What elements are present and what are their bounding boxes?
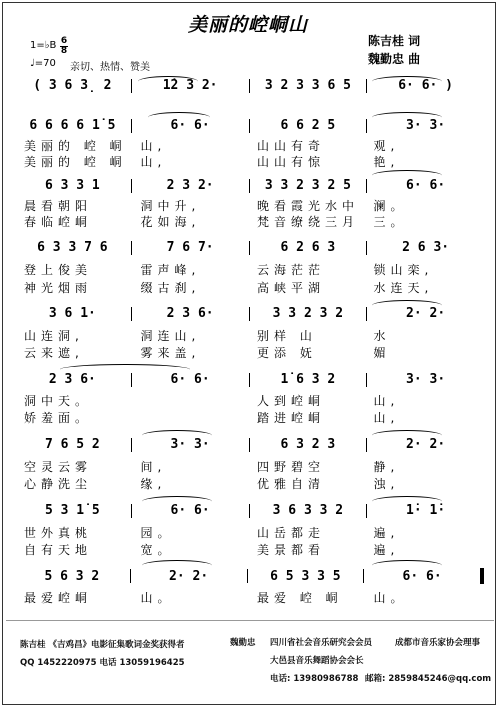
measure: 3· 3· [406, 118, 446, 133]
lyric-measure: 美景都看 [257, 543, 326, 557]
lyric-line [18, 213, 484, 230]
key-signature: 1=♭B [30, 40, 57, 51]
lyric-measure: 山, [140, 139, 167, 153]
lyric-measure: 美丽的 崆 峒 [24, 155, 127, 169]
slur [372, 76, 442, 87]
lyric-measure: 登上俊美 [24, 263, 93, 277]
lyric-measure: 遍, [373, 543, 400, 557]
lyric-measure: 心静洗尘 [24, 477, 93, 491]
lyric-measure: 山岳都走 [257, 526, 326, 540]
measure: 6 6 2 5 [280, 118, 336, 133]
lyric-measure: 山连洞, [24, 329, 84, 343]
lyric-measure: 梵音缭绕三月 [257, 215, 360, 229]
measure: 6· 6· ) [398, 78, 454, 93]
lyric-measure: 踏进崆峒 [257, 411, 326, 425]
slur [372, 496, 442, 507]
footer-composer-role2: 成都市音乐家协会理事 [395, 638, 481, 648]
measure: 3 2 3 3 6 5 [264, 78, 351, 93]
lyric-measure: 水 [373, 329, 391, 343]
footer-phone: 电话: 13980986788 [270, 674, 359, 684]
lyric-measure: 山山有惊 [257, 155, 326, 169]
measure: 3 6 3 3 2 [272, 503, 344, 518]
lyric-line [18, 589, 484, 606]
measure: 6· 6· [170, 503, 210, 518]
measure: 2 3 2· [166, 178, 214, 193]
time-signature [60, 37, 68, 56]
lyric-measure: 锁山栾, [373, 263, 434, 277]
song-title: 美丽的崆峒山 [188, 14, 309, 36]
slur [372, 430, 442, 441]
lyric-line [18, 344, 484, 361]
lyric-line [18, 541, 484, 558]
lyric-measure: 山, [373, 394, 400, 408]
slur [142, 430, 212, 441]
lyric-measure: 间, [140, 460, 167, 474]
lyric-measure: 空灵云雾 [24, 460, 93, 474]
lyric-measure: 优雅自清 [257, 477, 326, 491]
lyric-measure: 更添 妩 [257, 346, 317, 360]
measure: 3 3 2 3 2 [272, 306, 344, 321]
lyric-line [18, 392, 484, 409]
slur [372, 560, 442, 571]
lyric-measure: 最爱崆峒 [24, 591, 93, 605]
lyric-measure: 山, [140, 155, 167, 169]
lyric-measure [135, 392, 252, 409]
slur [372, 112, 442, 123]
slur [372, 170, 442, 181]
measure: ( 3 6 3̣ 2 [33, 78, 112, 93]
measure: 2· 2· [169, 568, 209, 584]
footer-lyricist-info: 陈吉桂 《吉鸡昌》电影征集歌词金奖获得者 [20, 640, 185, 650]
measure: 2· 2· [406, 306, 446, 321]
lyric-measure: 澜。 [373, 199, 408, 213]
slur [142, 496, 212, 507]
measure: 3 3 2 3 2 5 [264, 178, 351, 193]
lyric-measure: 云海茫茫 [257, 263, 326, 277]
lyric-measure: 山。 [140, 591, 175, 605]
lyric-measure: 媚 [373, 346, 391, 360]
lyric-measure: 山山有奇 [257, 139, 326, 153]
footer-composer-name: 魏勤忠 [230, 638, 256, 648]
measure: 6 3 3 1 [44, 178, 100, 193]
measure: 2· 2· [406, 437, 446, 452]
measure: 7 6 5 2 [44, 437, 100, 452]
lyric-measure: 人到崆峒 [257, 394, 326, 408]
lyric-line [18, 137, 484, 154]
lyric-measure: 四野碧空 [257, 460, 326, 474]
lyric-line [18, 458, 484, 475]
lyric-line [18, 475, 484, 492]
lyric-measure: 美丽的 崆 峒 [24, 139, 127, 153]
lyric-measure: 园。 [140, 526, 175, 540]
lyric-measure: 洞中升, [140, 199, 201, 213]
measure: 1̇· 1̇· [406, 503, 446, 518]
slur [138, 76, 198, 87]
lyric-measure: 静, [373, 460, 400, 474]
lyric-line [18, 409, 484, 426]
composer-credit: 魏勤忠 曲 [368, 52, 421, 66]
lyric-line [18, 524, 484, 541]
slur [60, 364, 190, 375]
measure: 2 3 6· [48, 372, 96, 387]
notation-line [14, 240, 484, 255]
lyric-measure: 最爱 崆 峒 [257, 591, 343, 605]
measure: 2 3 6· [166, 306, 214, 321]
lyric-measure: 洞连山, [140, 329, 201, 343]
measure: 6· 6· [402, 568, 442, 584]
measure: 5 6 3 2 [44, 568, 100, 584]
measure: 1̇ 6 3 2 [280, 372, 336, 387]
measure: 1̇2 3 2· [162, 78, 218, 93]
lyric-measure: 高峡平湖 [257, 281, 326, 295]
tempo-marking: ♩=70 [30, 58, 56, 69]
measure: 6 3 3 7 6 [37, 240, 108, 255]
measure: 6 3 2 3 [280, 437, 336, 452]
lyric-measure: 缘, [140, 477, 167, 491]
lyric-measure: 观, [373, 139, 400, 153]
lyric-measure: 缀古刹, [140, 281, 201, 295]
measure: 6 5 3 3 5 [270, 568, 341, 584]
lyric-measure [135, 409, 252, 426]
footer-composer-role3: 大邑县音乐舞蹈协会会长 [270, 656, 364, 666]
time-signature-top: 6 [60, 36, 68, 46]
lyric-line [18, 279, 484, 296]
lyric-measure: 山。 [373, 591, 408, 605]
measure: 6 6 6 6 1̇ 5 [29, 118, 116, 133]
slur [142, 560, 212, 571]
lyric-measure: 艳, [373, 155, 400, 169]
measure: 6· 6· [170, 372, 210, 387]
measure: 3· 3· [170, 437, 210, 452]
lyric-measure: 雾来盖, [140, 346, 201, 360]
lyric-line [18, 261, 484, 278]
lyric-measure: 晚看霞光水中 [257, 199, 360, 213]
lyric-measure: 别样 山 [257, 329, 317, 343]
lyric-measure: 洞中天。 [24, 394, 93, 408]
lyric-measure: 浊, [373, 477, 400, 491]
lyric-measure: 娇羞面。 [24, 411, 93, 425]
footer-lyricist-contact: QQ 1452220975 电话 13059196425 [20, 658, 185, 668]
lyric-measure: 三。 [373, 215, 408, 229]
lyric-measure: 自有天地 [24, 543, 93, 557]
slur [372, 300, 442, 311]
lyric-measure: 花如海, [140, 215, 201, 229]
lyric-line [18, 327, 484, 344]
measure: 6· 6· [406, 178, 446, 193]
measure: 3 6 1· [48, 306, 96, 321]
lyric-measure: 遍, [373, 526, 400, 540]
measure: 7 6 7· [166, 240, 214, 255]
lyricist-credit: 陈吉桂 词 [368, 34, 421, 48]
lyric-measure: 世外真桃 [24, 526, 93, 540]
measure: 3· 3· [406, 372, 446, 387]
lyric-measure: 晨看朝阳 [24, 199, 93, 213]
lyric-measure: 水连天, [373, 281, 434, 295]
expression-marking: 亲切、热情、赞美 [70, 62, 150, 73]
slur [148, 112, 210, 123]
lyric-measure: 宽。 [140, 543, 175, 557]
measure: 2 6 3· [402, 240, 450, 255]
measure: 5 3 1̇ 5 [44, 503, 100, 518]
footer-divider [6, 620, 494, 621]
footer-email: 邮箱: 2859845246@qq.com [365, 674, 492, 684]
lyric-measure: 神光烟雨 [24, 281, 93, 295]
time-signature-bottom: 8 [60, 46, 68, 56]
lyric-measure: 云来遮, [24, 346, 84, 360]
measure: 6 2 6 3 [280, 240, 336, 255]
lyric-measure: 山, [373, 411, 400, 425]
lyric-measure: 雷声峰, [140, 263, 201, 277]
lyric-line [18, 197, 484, 214]
footer-composer-role1: 四川省社会音乐研究会会员 [270, 638, 373, 648]
final-barline [480, 568, 484, 584]
lyric-measure: 春临崆峒 [24, 215, 93, 229]
lyric-line [18, 153, 484, 170]
measure: 6· 6· [170, 118, 210, 133]
